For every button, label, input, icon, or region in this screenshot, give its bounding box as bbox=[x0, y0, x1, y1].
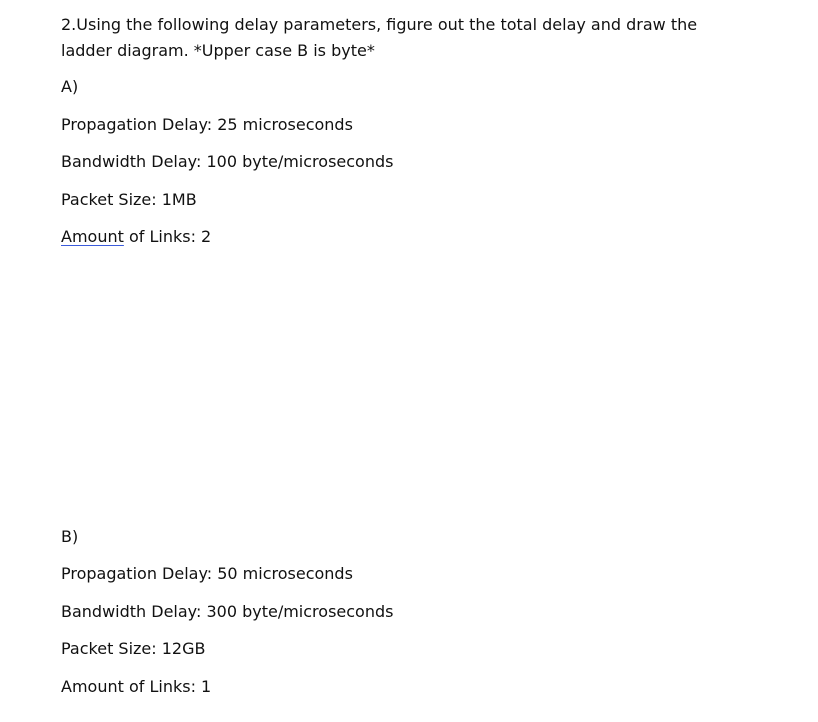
part-a-amount-of-links bbox=[61, 226, 211, 248]
part-b-packet-size: Packet Size: 12GB bbox=[61, 639, 206, 658]
question-text: 2.Using the following delay parameters, figure out the total delay and draw the ladder diagram. *Upper case B is byte* bbox=[61, 15, 698, 60]
part-a-packet-size: Packet Size: 1MB bbox=[61, 190, 197, 209]
part-b-propagation-delay: Propagation Delay: 50 microseconds bbox=[61, 564, 353, 583]
part-b-label: B) bbox=[61, 527, 79, 546]
part-b-bandwidth-delay: Bandwidth Delay: 300 byte/microseconds bbox=[61, 602, 394, 621]
part-a-bandwidth-delay: Bandwidth Delay: 100 byte/microseconds bbox=[61, 152, 394, 171]
part-b-amount-of-links: Amount of Links: 1 bbox=[61, 677, 212, 696]
part-a-propagation-delay: Propagation Delay: 25 microseconds bbox=[61, 115, 353, 134]
part-a-label: A) bbox=[61, 77, 79, 96]
part-a-links-rest: of Links: 2 bbox=[123, 227, 212, 246]
spellcheck-underlined-word[interactable]: Amount bbox=[61, 227, 124, 246]
